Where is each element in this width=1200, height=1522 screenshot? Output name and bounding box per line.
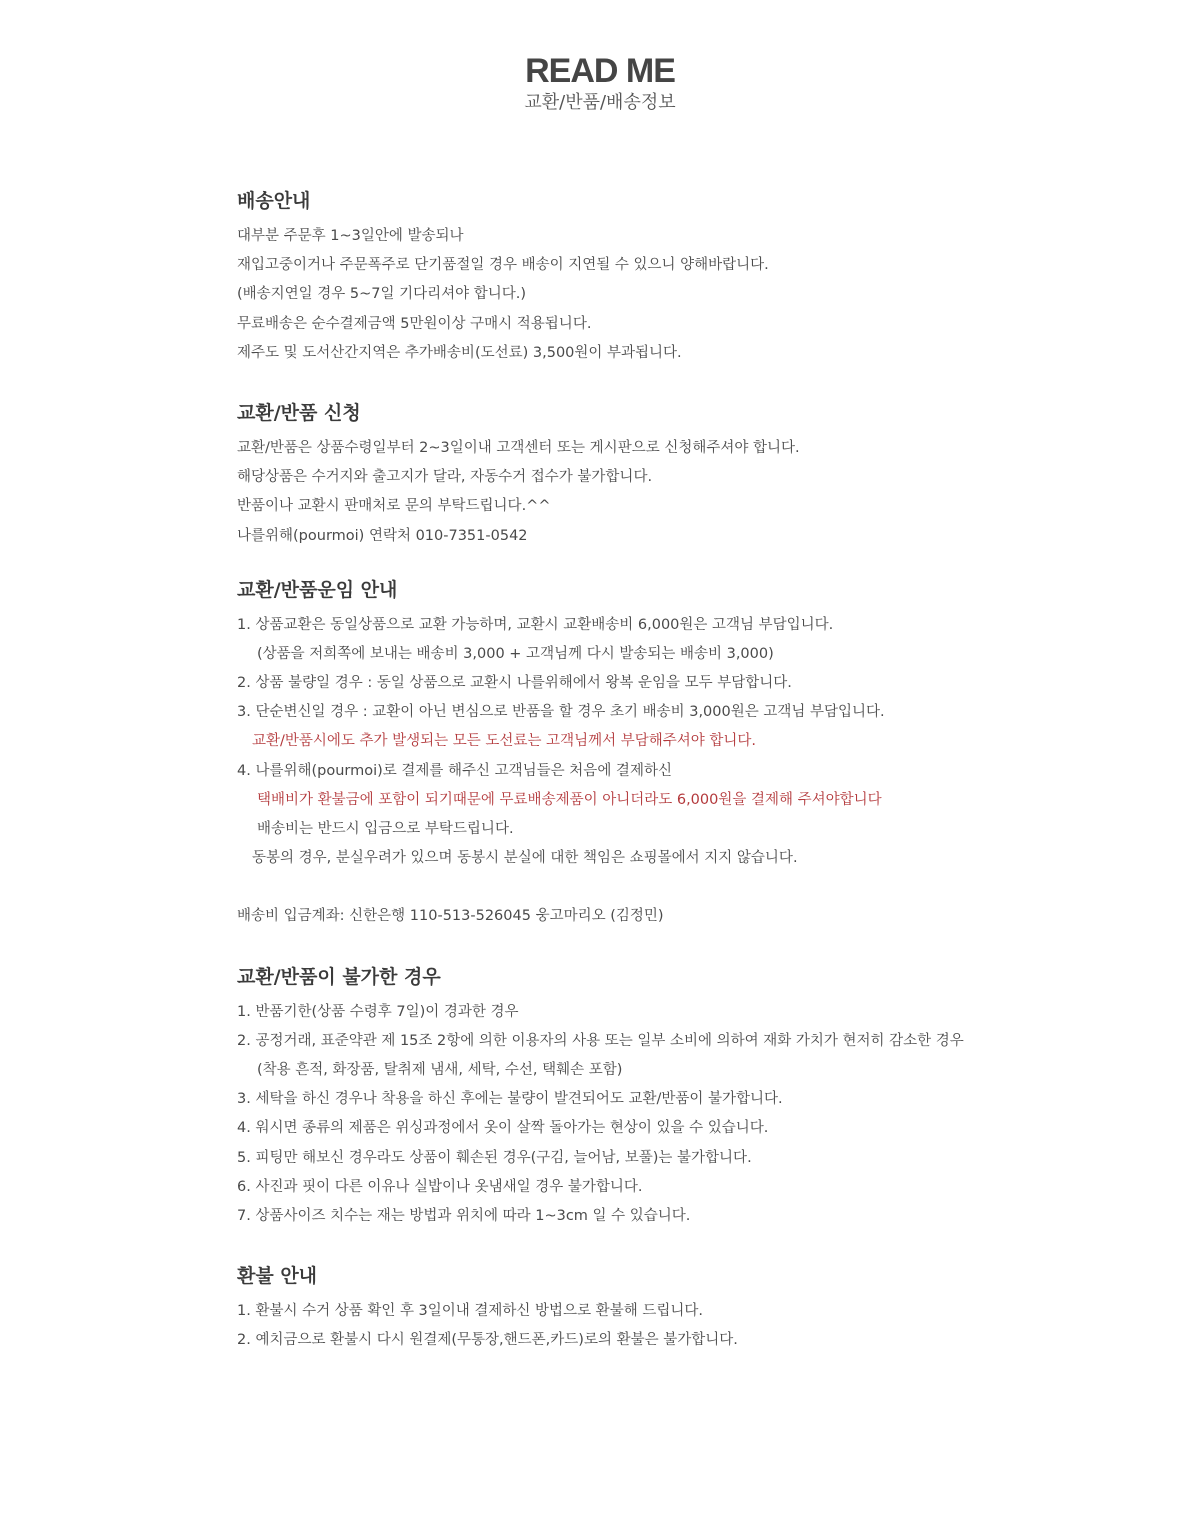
fee-line: (상품을 저희쪽에 보내는 배송비 3,000 + 고객님께 다시 발송되는 배송비 3,000) — [257, 645, 774, 662]
spacer — [237, 873, 1137, 902]
refund-title: 환불 안내 — [237, 1265, 318, 1288]
fee-section — [237, 575, 1137, 932]
shipping-section — [237, 186, 1137, 368]
shipping-title: 배송안내 — [237, 190, 311, 212]
fee-line: 2. 상품 불량일 경우 : 동일 상품으로 교환시 나를위해에서 왕복 운임을 모두 부담합니다. — [237, 675, 792, 692]
shipping-line: 제주도 및 도서산간지역은 추가배송비(도선료) 3,500원이 부과됩니다. — [237, 344, 682, 361]
unable-line: (착용 흔적, 화장품, 탈취제 냄새, 세탁, 수선, 택훼손 포함) — [257, 1061, 623, 1078]
shipping-line: 무료배송은 순수결제금액 5만원이상 구매시 적용됩니다. — [237, 315, 592, 332]
refund-section — [237, 1261, 1137, 1355]
unable-line: 3. 세탁을 하신 경우나 착용을 하신 후에는 불량이 발견되어도 교환/반품이 불가합니다. — [237, 1091, 783, 1108]
fee-line: 3. 단순변신일 경우 : 교환이 아닌 변심으로 반품을 할 경우 초기 배송비 3,000원은 고객님 부담입니다. — [237, 704, 885, 721]
request-section — [237, 398, 1137, 551]
unable-line: 7. 상품사이즈 치수는 재는 방법과 위치에 따라 1~3cm 일 수 있습니다. — [237, 1207, 691, 1224]
page-title: READ ME — [525, 52, 675, 90]
request-title: 교환/반품 신청 — [237, 401, 361, 424]
fee-line: 4. 나를위해(pourmoi)로 결제를 해주신 고객님들은 처음에 결제하신 — [237, 762, 672, 779]
unable-line: 4. 워시면 종류의 제품은 위싱과정에서 옷이 살짝 돌아가는 현상이 있을 수 있습니다. — [237, 1120, 769, 1137]
account-line: 배송비 입금계좌: 신한은행 110-513-526045 웅고마리오 (김정민) — [237, 908, 664, 925]
readme-content — [237, 186, 1137, 1355]
page-subtitle: 교환/반품/배송정보 — [524, 92, 676, 113]
shipping-line: 재입고중이거나 주문폭주로 단기품절일 경우 배송이 지연될 수 있으니 양해바랍니다. — [237, 257, 769, 274]
fee-title: 교환/반품운임 안내 — [237, 578, 398, 601]
request-contact-line: 나를위해(pourmoi) 연락처 010-7351-0542 — [237, 527, 528, 544]
request-line: 반품이나 교환시 판매처로 문의 부탁드립니다.^^ — [237, 498, 551, 515]
refund-line: 1. 환불시 수거 상품 확인 후 3일이내 결제하신 방법으로 환불해 드립니다. — [237, 1303, 703, 1320]
unable-line: 1. 반품기한(상품 수령후 7일)이 경과한 경우 — [237, 1003, 519, 1020]
unable-line: 6. 사진과 핏이 다른 이유나 실밥이나 옷냄새일 경우 불가합니다. — [237, 1178, 643, 1195]
fee-line: 1. 상품교환은 동일상품으로 교환 가능하며, 교환시 교환배송비 6,000원은 고객님 부담입니다. — [237, 616, 834, 633]
fee-line: 동봉의 경우, 분실우려가 있으며 동봉시 분실에 대한 책임은 쇼핑몰에서 지지 않습니다. — [252, 850, 798, 867]
shipping-line: 대부분 주문후 1~3일안에 발송되나 — [237, 228, 464, 244]
unable-section — [237, 962, 1137, 1232]
request-line: 교환/반품은 상품수령일부터 2~3일이내 고객센터 또는 게시판으로 신청해주셔야 합니다. — [237, 439, 800, 456]
shipping-line: (배송지연일 경우 5~7일 기다리셔야 합니다.) — [237, 286, 527, 303]
page-header — [0, 52, 1200, 115]
fee-line: 배송비는 반드시 입금으로 부탁드립니다. — [257, 821, 514, 837]
unable-line: 5. 피팅만 해보신 경우라도 상품이 훼손된 경우(구김, 늘어남, 보풀)는 불가합니다. — [237, 1149, 752, 1166]
refund-line: 2. 예치금으로 환불시 다시 원결제(무통장,핸드폰,카드)로의 환불은 불가합니다. — [237, 1332, 738, 1349]
unable-line: 2. 공정거래, 표준약관 제 15조 2항에 의한 이용자의 사용 또는 일부 소비에 의하여 재화 가치가 현저히 감소한 경우 — [237, 1032, 964, 1049]
fee-highlight-line: 택배비가 환불금에 포함이 되기때문에 무료배송제품이 아니더라도 6,000원을 결제해 주셔야합니다 — [257, 791, 882, 808]
fee-highlight-line: 교환/반품시에도 추가 발생되는 모든 도선료는 고객님께서 부담해주셔야 합니다. — [252, 733, 756, 750]
unable-title: 교환/반품이 불가한 경우 — [237, 965, 441, 988]
request-line: 해당상품은 수거지와 출고지가 달라, 자동수거 접수가 불가합니다. — [237, 469, 653, 486]
